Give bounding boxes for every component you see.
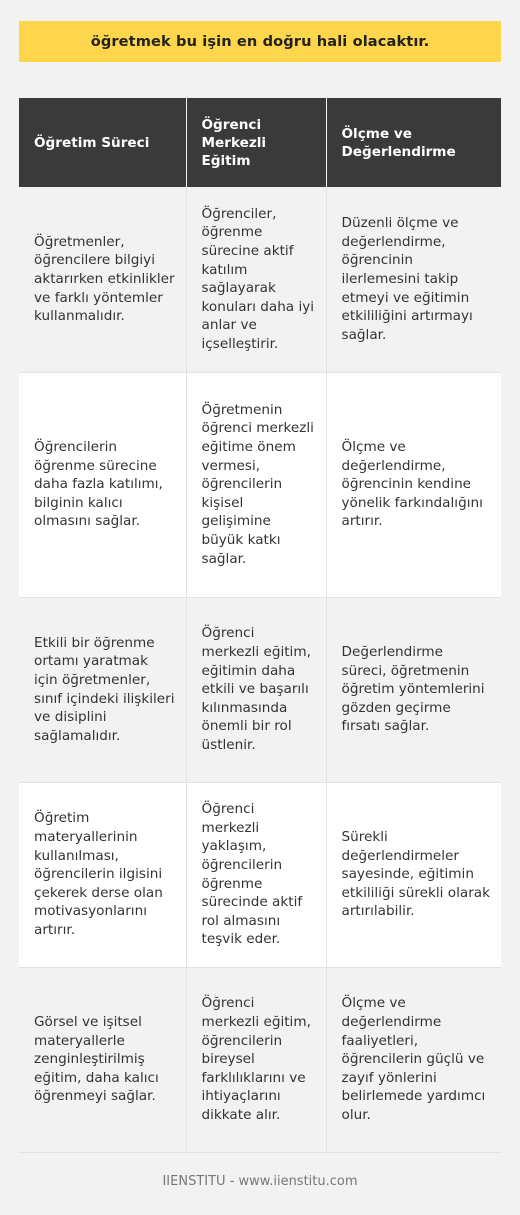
table-cell: Etkili bir öğrenme ortamı yaratmak için öğretmenler, sınıf içindeki ilişkileri ve disiplini sağlamalıdır. bbox=[19, 597, 186, 782]
title-banner bbox=[19, 21, 501, 62]
table-cell: Değerlendirme süreci, öğretmenin öğretim yöntemlerini gözden geçirme fırsatı sağlar. bbox=[326, 597, 501, 782]
table-cell: Ölçme ve değerlendirme faaliyetleri, öğrencilerin güçlü ve zayıf yönlerini belirlemede yardımcı olur. bbox=[326, 967, 501, 1152]
table-cell: Öğrenciler, öğrenme sürecine aktif katılım sağlayarak konuları daha iyi anlar ve içselleştirir. bbox=[186, 187, 326, 372]
column-header-ogrenci-merkezli-egitim: Öğrenci Merkezli Eğitim bbox=[186, 98, 326, 187]
table-cell: Öğrenci merkezli yaklaşım, öğrencilerin öğrenme sürecinde aktif rol almasını teşvik eder. bbox=[186, 782, 326, 967]
column-header-olcme-degerlendirme: Ölçme ve Değerlendirme bbox=[326, 98, 501, 187]
comparison-table bbox=[19, 98, 501, 1153]
column-header-ogretim-sureci: Öğretim Süreci bbox=[19, 98, 186, 187]
table-header-row bbox=[19, 98, 501, 187]
table-cell: Öğrencilerin öğrenme sürecine daha fazla katılımı, bilginin kalıcı olmasını sağlar. bbox=[19, 372, 186, 597]
table-row bbox=[19, 597, 501, 782]
table-cell: Öğrenci merkezli eğitim, öğrencilerin bireysel farklılıklarını ve ihtiyaçlarını dikkate alır. bbox=[186, 967, 326, 1152]
table-cell: Görsel ve işitsel materyallerle zenginleştirilmiş eğitim, daha kalıcı öğrenmeyi sağlar. bbox=[19, 967, 186, 1152]
table-row bbox=[19, 187, 501, 372]
table-cell: Düzenli ölçme ve değerlendirme, öğrencinin ilerlemesini takip etmeyi ve eğitimin etkililiğini artırmayı sağlar. bbox=[326, 187, 501, 372]
table-cell: Sürekli değerlendirmeler sayesinde, eğitimin etkililiği sürekli olarak artırılabilir. bbox=[326, 782, 501, 967]
table-cell: Öğretmenler, öğrencilere bilgiyi aktarırken etkinlikler ve farklı yöntemler kullanmalıdır. bbox=[19, 187, 186, 372]
title-text: öğretmek bu işin en doğru hali olacaktır. bbox=[90, 33, 430, 50]
table-cell: Öğretmenin öğrenci merkezli eğitime önem vermesi, öğrencilerin kişisel gelişimine büyük katkı sağlar. bbox=[186, 372, 326, 597]
footer-credit: IIENSTITU - www.iienstitu.com bbox=[162, 1174, 358, 1189]
table-row bbox=[19, 782, 501, 967]
table-row bbox=[19, 967, 501, 1152]
table-cell: Ölçme ve değerlendirme, öğrencinin kendine yönelik farkındalığını artırır. bbox=[326, 372, 501, 597]
table-cell: Öğrenci merkezli eğitim, eğitimin daha etkili ve başarılı kılınmasında önemli bir rol üstlenir. bbox=[186, 597, 326, 782]
table-row bbox=[19, 372, 501, 597]
table-cell: Öğretim materyallerinin kullanılması, öğrencilerin ilgisini çekerek derse olan motivasyonlarını artırır. bbox=[19, 782, 186, 967]
